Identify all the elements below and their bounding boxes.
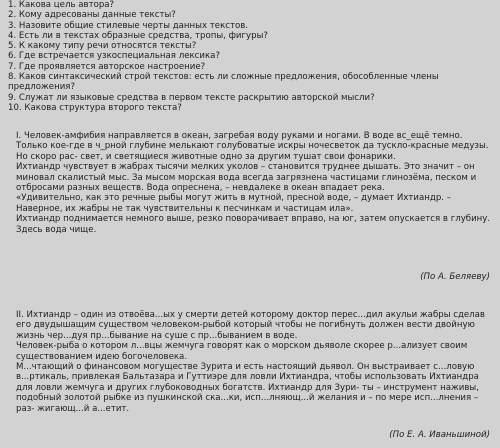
question-5: 5. К какому типу речи относятся тексты?: [8, 41, 197, 52]
question-2: 2. Кому адресованы данные тексты?: [8, 10, 176, 21]
question-8: 8. Каков синтаксический строй текстов: есть ли сложные предложения, обособленные члены предложения?: [8, 72, 439, 93]
text-one-author: (По А. Беляеву): [420, 272, 490, 282]
question-4: 4. Есть ли в текстах образные средства, тропы, фигуры?: [8, 30, 268, 41]
question-3: 3. Назовите общие стилевые черты данных текстов.: [8, 20, 249, 31]
question-7: 7. Где проявляется авторское настроение?: [8, 61, 206, 72]
question-10: 10. Какова структура второго текста?: [8, 102, 182, 113]
question-1: 1. Какова цель автора?: [8, 0, 115, 10]
text-two-paragraph-3: М...чтающий о финансовом могуществе Зурита и есть настоящий дьявол. Он выстраивает с...ловую в...ртикаль, привлекая Бальтазара и Гуттиэре для ловли Ихтиандра, чтобы использовать Ихтиандра для ловли жемчуга и других глубоководных богатств. Ихтиандр для Зури- ты – инструмент наживы, подобный золотой рыбке из пушкинской ска...ки, исп...лняющ...й желания и – по мере исп...лнения – раз- жигающ...й а...етит.: [16, 362, 479, 414]
text-two-author: (По Е. А. Иваньшиной): [389, 430, 490, 440]
text-one: [8, 131, 492, 235]
text-one-paragraph-1: I. Человек-амфибия направляется в океан, загребая воду руками и ногами. В воде вс_ещё темно. Только кое-где в ч_рной глубине мелькают голубоватые искры ночесветок да тускло-красные медузы. Но скоро рас- свет, и светящиеся животные одно за другим тушат свои фонарики.: [16, 131, 489, 162]
question-9: 9. Служат ли языковые средства в первом тексте раскрытию авторской мысли?: [8, 92, 375, 103]
text-two-paragraph-2: Человек-рыба о котором л...вцы жемчуга говорят как о морском дьяволе скорее р...ализует своим существованием идею богочеловека.: [16, 341, 468, 362]
question-list: [8, 0, 492, 113]
text-one-paragraph-3: «Удивительно, как это речные рыбы могут жить в мутной, пресной воде, – думает Ихтиандр. – Наверное, их жабры не так чувствительны к песчинкам и частицам ила».: [16, 193, 452, 214]
text-one-paragraph-4: Ихтиандр поднимается немного выше, резко поворачивает вправо, на юг, затем опускается в глубину. Здесь вода чище.: [16, 214, 491, 235]
text-two-paragraph-1: II. Ихтиандр – один из отвоёва...ых у смерти детей которому доктор перес...дил акульи жабры сделав его двудышащим существом человеком-рыбой который чтобы не погибнуть должен вести двойную жизнь чер...дуя пр...бывание на суше с пр...быванием в воде.: [16, 310, 485, 341]
text-one-paragraph-2: Ихтиандр чувствует в жабрах тысячи мелких уколов – становится труднее дышать. Это значит – он миновал скалистый мыс. За мысом морская вода всегда загрязнена частицами глинозёма, песком и отбросами разных веществ. Вода опреснена, – невдалеке в океан впадает река.: [16, 162, 477, 194]
text-two: [8, 310, 492, 414]
question-6: 6. Где встречается узкоспециальная лексика?: [8, 51, 221, 62]
